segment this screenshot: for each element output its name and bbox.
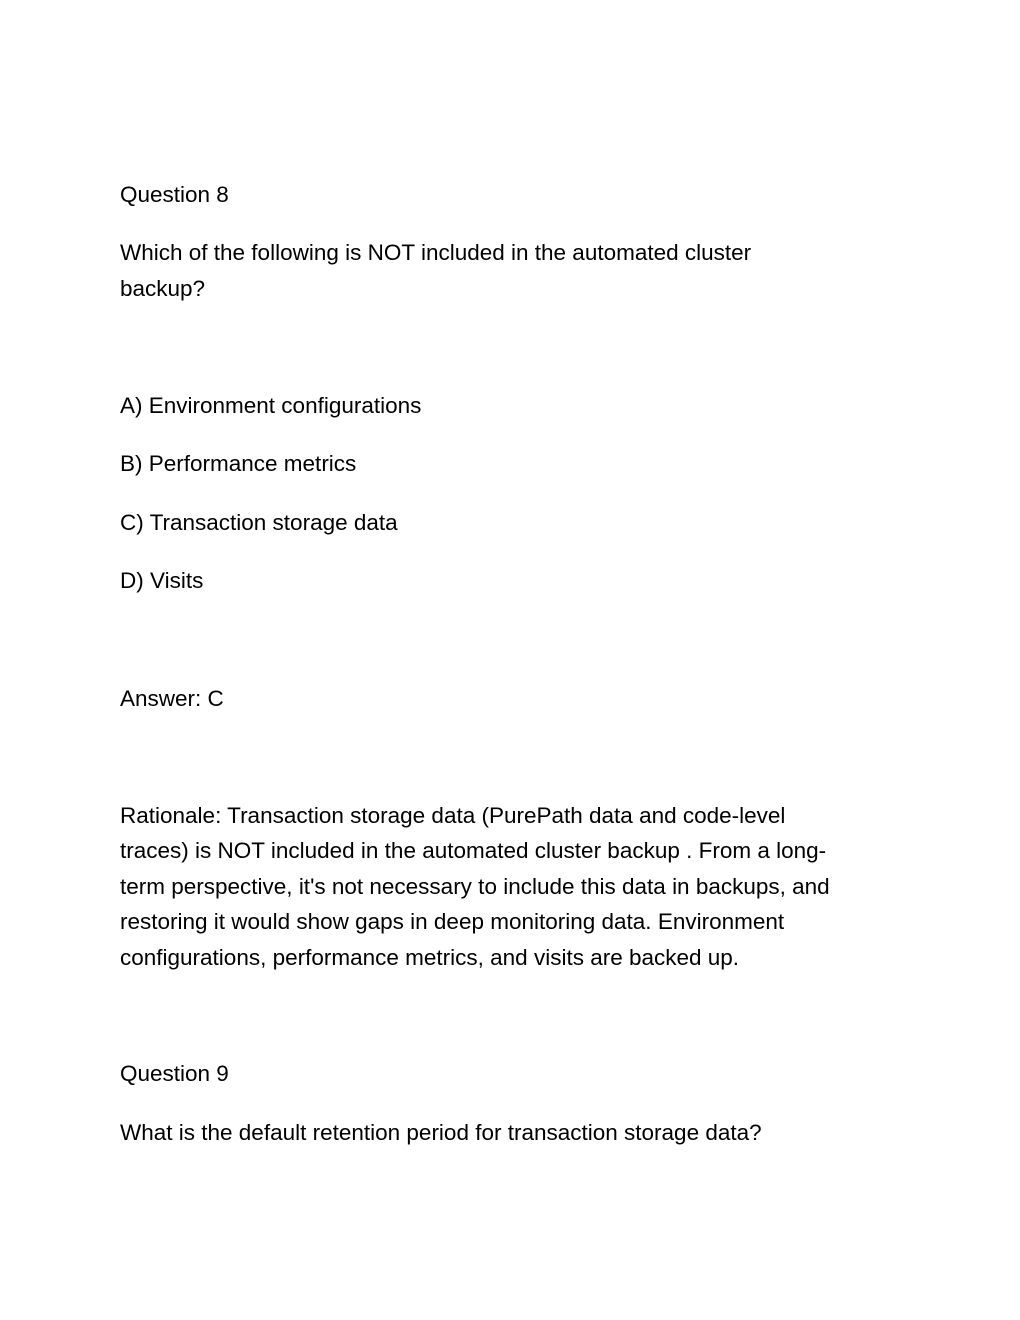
question-8-text-line-1: Which of the following is NOT included in the automated cluster xyxy=(120,240,752,265)
option-a: A) Environment configurations xyxy=(120,393,422,418)
rationale-line: Rationale: Transaction storage data (PurePath data and code-level xyxy=(120,803,786,828)
rationale-line: traces) is NOT included in the automated cluster backup . From a long- xyxy=(120,838,827,864)
option-b: B) Performance metrics xyxy=(120,451,357,476)
question-8-text-line-2: backup? xyxy=(120,276,206,301)
question-9-text: What is the default retention period for transaction storage data? xyxy=(120,1120,762,1145)
rationale xyxy=(120,798,900,975)
rationale-line: configurations, performance metrics, and visits are backed up. xyxy=(120,944,740,970)
question-8-heading: Question 8 xyxy=(120,182,229,207)
rationale-line: restoring it would show gaps in deep monitoring data. Environment xyxy=(120,909,785,935)
rationale-line: term perspective, it's not necessary to include this data in backups, and xyxy=(120,873,830,899)
option-d: D) Visits xyxy=(120,568,204,593)
answer: Answer: C xyxy=(120,686,224,711)
question-9-heading: Question 9 xyxy=(120,1061,229,1086)
option-c: C) Transaction storage data xyxy=(120,510,398,535)
